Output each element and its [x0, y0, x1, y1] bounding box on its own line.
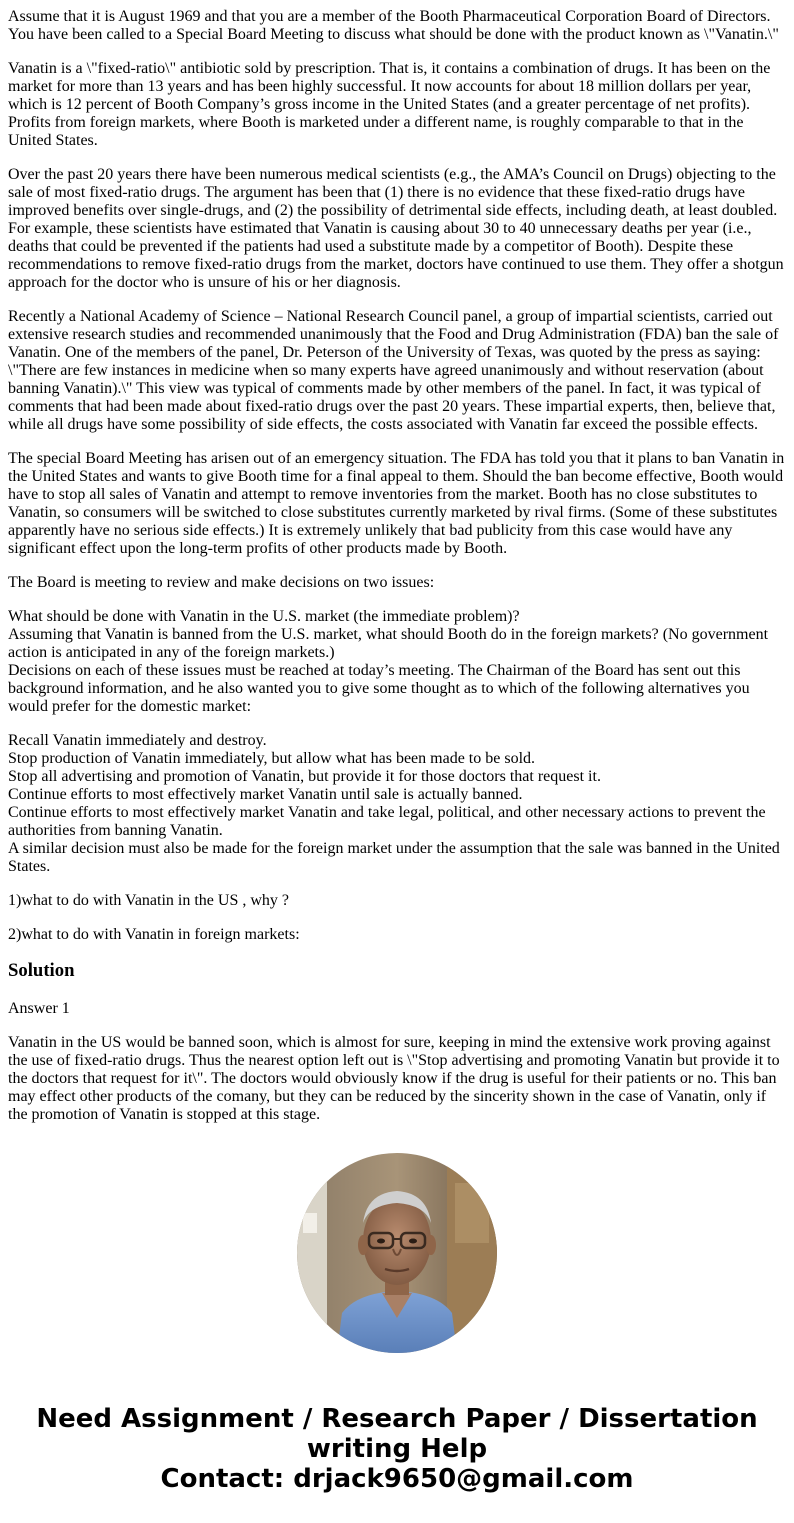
question-paragraph-3: Over the past 20 years there have been numerous medical scientists (e.g., the AMA’s Council on Drugs) objecting to the sale of most fixed-ratio drugs. The argument has been that (1) there is no evidence that these fixed-ratio drugs have improved benefits over single-drugs, and (2) the possibility of detrimental side effects, including death, at least doubled. For example, these scientists have estimated that Vanatin is causing about 30 to 40 unnecessary deaths per year (i.e., deaths that could be prevented if the patients had used a substitute made by a competitor of Booth). Despite these recommendations to remove fixed-ratio drugs from the market, doctors have continued to use them. They offer a shotgun approach for the doctor who is unsure of his or her diagnosis.	[8, 166, 784, 291]
alternative-4: Continue efforts to most effectively market Vanatin until sale is actually banned.	[8, 786, 523, 803]
alternative-3: Stop all advertising and promotion of Vanatin, but provide it for those doctors that request it.	[8, 768, 601, 785]
question-paragraph-1: Assume that it is August 1969 and that you are a member of the Booth Pharmaceutical Corporation Board of Directors. You have been called to a Special Board Meeting to discuss what should be done with the product known as \"Vanatin.\"	[8, 8, 779, 43]
question-2: 2)what to do with Vanatin in foreign markets:	[8, 926, 300, 943]
solution-heading: Solution	[8, 960, 75, 981]
question-1: 1)what to do with Vanatin in the US , why ?	[8, 892, 290, 909]
document-body	[8, 8, 786, 1124]
alternative-2: Stop production of Vanatin immediately, but allow what has been made to be sold.	[8, 750, 536, 767]
promo-contact: Contact: drjack9650@gmail.com	[160, 1464, 634, 1494]
promo-line-1: Need Assignment / Research Paper / Dissertation	[36, 1404, 758, 1434]
issue-1: What should be done with Vanatin in the U.S. market (the immediate problem)?	[8, 608, 520, 625]
answer-label: Answer 1	[8, 1000, 70, 1017]
author-avatar	[297, 1153, 497, 1353]
author-photo	[297, 1153, 497, 1353]
question-paragraph-5: The special Board Meeting has arisen out of an emergency situation. The FDA has told you that it plans to ban Vanatin in the United States and wants to give Booth time for a final appeal to them. Should the ban become effective, Booth would have to stop all sales of Vanatin and attempt to remove inventories from the market. Booth has no close substitutes to Vanatin, so consumers will be switched to close substitutes currently marketed by rival firms. (Some of these substitutes apparently have no serious side effects.) It is extremely unlikely that bad publicity from this case would have any significant effect upon the long-term profits of other products made by Booth.	[8, 450, 785, 557]
question-paragraph-6: The Board is meeting to review and make decisions on two issues:	[8, 574, 435, 591]
question-paragraph-2: Vanatin is a \"fixed-ratio\" antibiotic sold by prescription. That is, it contains a combination of drugs. It has been on the market for more than 13 years and has been highly successful. It now accounts for about 18 million dollars per year, which is 12 percent of Booth Company’s gross income in the United States (and a greater percentage of net profits). Profits from foreign markets, where Booth is marketed under a different name, is roughly comparable to that in the United States.	[8, 60, 771, 149]
promo-line-2: writing Help	[306, 1434, 488, 1464]
foreign-market-note: A similar decision must also be made for the foreign market under the assumption that the sale was banned in the United States.	[8, 840, 780, 875]
issue-decision-note: Decisions on each of these issues must be reached at today’s meeting. The Chairman of the Board has sent out this background information, and he also wanted you to give some thought as to which of the following alternatives you would prefer for the domestic market:	[8, 662, 750, 715]
answer-text: Vanatin in the US would be banned soon, which is almost for sure, keeping in mind the extensive work proving against the use of fixed-ratio drugs. Thus the nearest option left out is \"Stop advertising and promoting Vanatin but provide it to the doctors that request for it\". The doctors would obviously know if the drug is useful for their patients or no. This ban may effect other products of the comany, but they can be reduced by the sincerity shown in the case of Vanatin, only if the promotion of Vanatin is stopped at this stage.	[8, 1034, 780, 1123]
issue-2: Assuming that Vanatin is banned from the U.S. market, what should Booth do in the foreign markets? (No government action is anticipated in any of the foreign markets.)	[8, 626, 769, 661]
alternative-5: Continue efforts to most effectively market Vanatin and take legal, political, and other necessary actions to prevent the authorities from banning Vanatin.	[8, 804, 766, 839]
alternatives-block	[8, 732, 786, 876]
alternative-1: Recall Vanatin immediately and destroy.	[8, 732, 267, 749]
issues-block	[8, 608, 786, 716]
question-paragraph-4: Recently a National Academy of Science – National Research Council panel, a group of impartial scientists, carried out extensive research studies and recommended unanimously that the Food and Drug Administration (FDA) ban the sale of Vanatin. One of the members of the panel, Dr. Peterson of the University of Texas, was quoted by the press as saying: \"There are few instances in medicine when so many experts have agreed unanimously and without reservation (about banning Vanatin).\" This view was typical of comments made by other members of the panel. In fact, it was typical of comments that had been made about fixed-ratio drugs over the past 20 years. These impartial experts, then, believe that, while all drugs have some possibility of side effects, the costs associated with Vanatin far exceed the possible effects.	[8, 308, 779, 433]
promo-banner	[0, 1404, 794, 1494]
